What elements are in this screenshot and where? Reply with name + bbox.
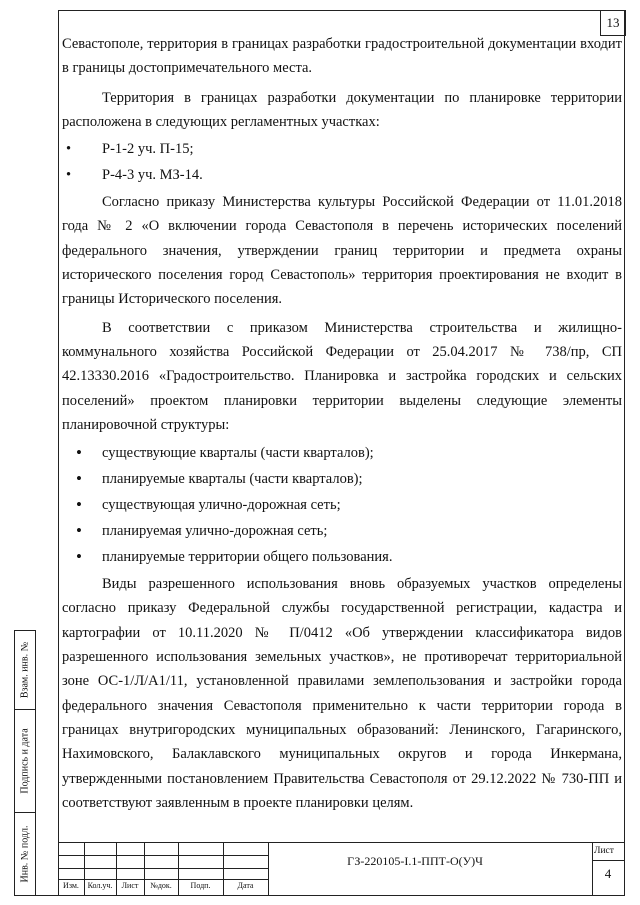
paragraph-regulation-intro: Территория в границах разработки документации по планировке территории расположена в следующих регламентных участках: bbox=[62, 89, 622, 130]
header-doc-number: №док. bbox=[150, 881, 172, 890]
list-item: • планируемая улично-дорожная сеть; bbox=[76, 521, 328, 541]
header-sheet: Лист bbox=[121, 881, 139, 890]
frame-top bbox=[58, 10, 624, 11]
page-number: 13 bbox=[600, 10, 626, 36]
title-block bbox=[58, 842, 624, 895]
stamp-replace-inv: Взам. инв. № bbox=[14, 630, 36, 710]
header-date: Дата bbox=[237, 881, 254, 890]
list-item: • Р-1-2 уч. П-15; bbox=[66, 141, 194, 158]
sheet-number: 4 bbox=[604, 866, 612, 881]
paragraph-construction-order: В соответствии с приказом Министерства строительства и жилищно-коммунального хозяйства Российской Федерации от 25.04.2017 № 738/пр, СП 42.13330.2016 «Градостроительство. Планировка и застройка городских и сельских поселений» проектом планировки территории выделены следующие элементы планировочной структуры: bbox=[62, 319, 622, 433]
list-item: • существующие кварталы (части кварталов); bbox=[76, 443, 374, 463]
paragraph-permitted-use: Виды разрешенного использования вновь образуемых участков определены согласно приказу Федеральной службы государственной регистрации, кадастра и картографии от 10.11.2020 № П/0412 «Об утверждении классификатора видов разрешенного использования земельных участков», не противоречат территориальной зоне ОС-1/Л/А1/11, установленной правилами землепользования и застройки города федерального значения Севастополя применительно к части территории города в границах внутригородских муниципальных образований: Ленинского, Гагаринского, Нахимовского, Балаклавского муниципальных округов и города Инкермана, утвержденными постановлением Правительства Севастополя от 29.12.2022 № 730-ПП и соответствуют заявленным в проекте планировки целям. bbox=[62, 576, 622, 811]
document-code: ГЗ-220105-I.1-ППТ-О(У)Ч bbox=[347, 854, 483, 868]
regulation-sites-list bbox=[62, 136, 622, 188]
paragraph-culture-order: Согласно приказу Министерства культуры Российской Федерации от 11.01.2018 года № 2 «О включении города Севастополя в перечень исторических поселений федерального значения, утверждении границ территории и предмета охраны исторического поселения город Севастополь» территория проектирования не входит в границы Исторического поселения. bbox=[62, 194, 622, 308]
document-body bbox=[62, 32, 622, 815]
frame-left bbox=[58, 10, 59, 895]
list-item: • Р-4-3 уч. МЗ-14. bbox=[66, 167, 203, 184]
list-item: • планируемые кварталы (части кварталов); bbox=[76, 469, 363, 489]
header-count: Кол.уч. bbox=[87, 881, 113, 890]
list-item: • планируемые территории общего пользования. bbox=[76, 547, 393, 567]
sheet-label: Лист bbox=[594, 846, 614, 856]
header-change: Изм. bbox=[63, 881, 79, 890]
stamp-signature-date: Подпись и дата bbox=[14, 709, 36, 813]
stamp-inv-original: Инв. № подл. bbox=[14, 812, 36, 896]
frame-right bbox=[624, 10, 625, 895]
frame-bottom bbox=[14, 895, 625, 896]
structure-elements-list bbox=[62, 440, 622, 570]
paragraph-continuation: Севастополе, территория в границах разработки градостроительной документации входит в границы достопримечательного места. bbox=[62, 36, 622, 77]
list-item: • существующая улично-дорожная сеть; bbox=[76, 495, 341, 515]
header-signature: Подп. bbox=[190, 881, 211, 890]
